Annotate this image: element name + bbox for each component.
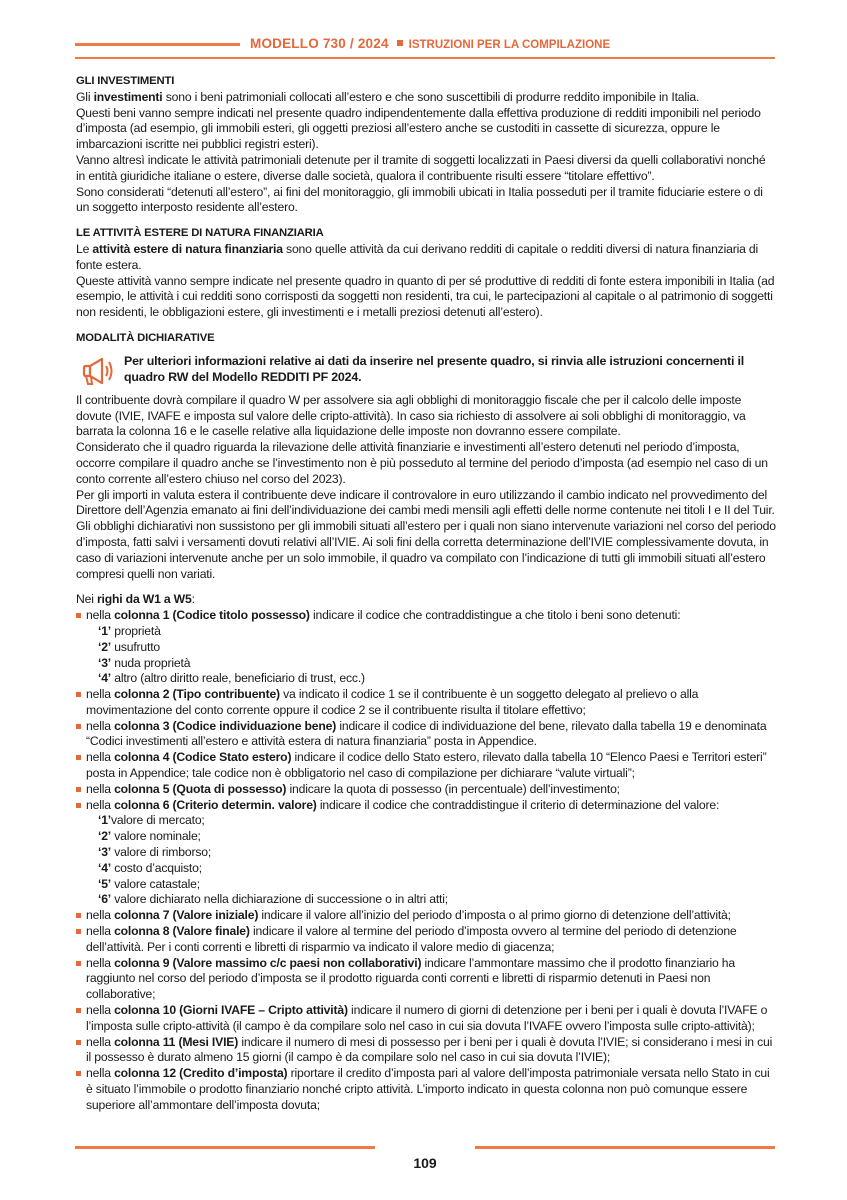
column-name: colonna 10 (Giorni IVAFE – Cripto attività) (114, 1003, 348, 1018)
code-label: valore catastale; (111, 876, 200, 891)
paragraph: Gli obblighi dichiarativi non sussistono per gli immobili situati all’estero per i quali non siano intervenute variazioni nel corso del periodo d’imposta, fatti salvi i versamenti dovuti relativi all’IVIE. Ai soli fini della corretta determinazione dell’IVIE complessivamente dovuta, in caso di variazioni intervenute anche per un solo immobile, il quadro va compilato con l’indicazione di tutti gli immobili situati all’estero compresi quelli non variati. (76, 519, 776, 581)
paragraph: Questi beni vanno sempre indicati nel presente quadro indipendentemente dalla effettiva produzione di redditi imponibili nel periodo d’imposta (ad esempio, gli immobili esteri, gli oggetti preziosi all’estero anche se custoditi in cassette di sicurezza, oppure le imbarcazioni iscritte nei pubblici registri esteri). (76, 105, 761, 152)
code-label: nuda proprietà (111, 655, 191, 670)
column-instruction-item (76, 1003, 776, 1035)
code-label: valore dichiarato nella dichiarazione di successione o in altri atti; (111, 892, 448, 907)
code-item (98, 829, 776, 845)
header-rule-bottom (75, 57, 775, 59)
column-instruction-item (76, 719, 776, 751)
paragraph: Queste attività vanno sempre indicate nel presente quadro in quanto di per sé produttive di redditi di fonte estera imponibili in Italia (ad esempio, le attività i cui redditi sono corrisposti da soggetti non residenti, tra cui, le partecipazioni al capitale o al patrimonio di soggetti non residenti, le obbligazioni estere, gli investimenti e i metalli preziosi detenuti all’estero). (76, 273, 775, 320)
column-instruction-item (76, 1066, 776, 1113)
column-name: colonna 11 (Mesi IVIE) (114, 1034, 239, 1049)
column-name: colonna 6 (Criterio determin. valore) (114, 797, 317, 812)
text: nella (86, 750, 115, 765)
text: Le (76, 241, 93, 256)
code-list (86, 813, 776, 908)
column-instruction-item (76, 1035, 776, 1067)
paragraph: Il contribuente dovrà compilare il quadro W per assolvere sia agli obblighi di monitoraggio fiscale che per il calcolo delle imposte dovute (IVIE, IVAFE e imposta sul valore delle cripto-attività). In caso sia richiesto di assolvere ai soli obblighi di monitoraggio, va barrata la colonna 16 e le caselle relative alla liquidazione delle imposte non dovranno essere compilate. (76, 392, 746, 439)
column-instruction-item (76, 687, 776, 719)
code-value: ‘1’ (98, 623, 112, 638)
column-name: colonna 2 (Tipo contribuente) (114, 687, 280, 702)
section-modalita-dichiarative (76, 331, 776, 582)
text: nella (86, 924, 115, 939)
code-item (98, 656, 776, 672)
text: Nei (76, 592, 97, 607)
code-label: valore di rimborso; (111, 845, 212, 860)
column-instruction-item (76, 608, 776, 687)
bold-term: attività estere di natura finanziaria (92, 241, 283, 256)
info-callout (76, 353, 776, 387)
code-value: ‘1’ (98, 813, 112, 828)
section-investimenti (76, 74, 776, 216)
megaphone-icon (76, 355, 116, 387)
text: va indicato il codice 1 se il contribuente è un soggetto delegato al prelievo o alla movimentazione del conto corrente oppure il codice 2 se il contribuente risulta il titolare effettivo; (86, 687, 699, 717)
text: nella (86, 608, 115, 623)
page-number: 109 (413, 1155, 437, 1171)
text: nella (86, 687, 115, 702)
text: indicare il valore al termine del periodo d’imposta ovvero al termine del periodo di detenzione dell’attività. Per i conti correnti e libretti di risparmio va indicato il valore medio di giacenza; (86, 924, 737, 954)
code-label: proprietà (111, 623, 161, 638)
section-righi (76, 592, 776, 1113)
text: indicare il numero di mesi di possesso per i beni per i quali è dovuta l’IVIE; si considerano i mesi in cui il possesso è durato almeno 15 giorni (il campo è da compilare solo nel caso in cui sia dovuta l’IVIE); (86, 1034, 773, 1065)
paragraph: Per gli importi in valuta estera il contribuente deve indicare il controvalore in euro utilizzando il cambio indicato nel provvedimento del Direttore dell’Agenzia emanato ai fini dell’individuazione dei cambi medi mensili agli effetti delle norme contenute nei titoli I e II del Tuir. (76, 487, 775, 518)
section-attivita-finanziarie (76, 226, 776, 321)
footer-rule-right (475, 1146, 775, 1149)
page-content (76, 74, 776, 1114)
bold-term: righi da W1 a W5 (96, 592, 192, 607)
text: nella (86, 955, 115, 970)
text: sono i beni patrimoniali collocati all’estero e che sono suscettibili di produrre reddito imponibile in Italia. (162, 89, 700, 104)
text: nella (86, 797, 115, 812)
text: indicare il codice che contraddistingue a che titolo i beni sono detenuti: (309, 608, 681, 623)
bold-term: investimenti (93, 89, 163, 104)
column-name: colonna 3 (Codice individuazione bene) (114, 718, 337, 733)
section-heading: GLI INVESTIMENTI (76, 75, 175, 87)
code-value: ‘2’ (98, 829, 112, 844)
text: indicare la quota di possesso (in percentuale) dell’investimento; (286, 781, 620, 796)
text: indicare il numero di giorni di detenzione per i beni per i quali è dovuta l’IVAFE o l’imposta sulle cripto-attività (il campo è da compilare solo nel caso in cui sia dovuta l’IVAFE ovvero l’imposta sulle cripto-attività); (86, 1003, 768, 1033)
text: indicare il valore all’inizio del periodo d’imposta o al primo giorno di detenzione dell’attività; (258, 908, 731, 923)
code-value: ‘3’ (98, 845, 112, 860)
code-item (98, 624, 776, 640)
column-instruction-item (76, 956, 776, 1003)
text: nella (86, 718, 115, 733)
code-item (98, 813, 776, 829)
column-name: colonna 12 (Credito d’imposta) (114, 1066, 288, 1081)
section-heading: MODALITÀ DICHIARATIVE (76, 331, 215, 344)
text: nella (86, 1034, 115, 1049)
column-instruction-item (76, 924, 776, 956)
code-label: valore di mercato; (111, 813, 205, 828)
code-label: usufrutto (111, 639, 161, 654)
header-separator (397, 40, 403, 46)
column-name: colonna 7 (Valore iniziale) (114, 908, 259, 923)
code-label: costo d’acquisto; (111, 860, 202, 875)
text: sono quelle attività da cui derivano redditi di capitale o redditi diversi di natura finanziaria di fonte estera. (76, 241, 759, 272)
text: riportare il credito d’imposta pari al valore dell’imposta patrimoniale versata nello Stato in cui è situato l’immobile o prodotto finanziario nonché cripto attività. L’importo indicato in questa colonna non può comunque essere superiore all’ammontare dell’imposta dovuta; (86, 1066, 770, 1112)
code-item (98, 877, 776, 893)
code-label: valore nominale; (111, 829, 201, 844)
text: nella (86, 908, 115, 923)
text: nella (86, 781, 115, 796)
code-list (86, 624, 776, 687)
code-value: ‘4’ (98, 860, 112, 875)
code-value: ‘4’ (98, 671, 112, 686)
code-item (98, 845, 776, 861)
column-name: colonna 9 (Valore massimo c/c paesi non collaborativi) (114, 955, 422, 970)
text: indicare il codice dello Stato estero, rilevato dalla tabella 10 “Elenco Paesi e Territori esteri” posta in Appendice; tale codice non è obbligatorio nel caso di compilazione per dichiarare “valute virtuali”; (86, 750, 767, 781)
column-name: colonna 1 (Codice titolo possesso) (114, 608, 310, 623)
column-name: colonna 8 (Valore finale) (114, 924, 250, 939)
code-label: altro (altro diritto reale, beneficiario di trust, ecc.) (111, 671, 365, 686)
code-item (98, 671, 776, 687)
code-value: ‘5’ (98, 876, 112, 891)
code-item (98, 892, 776, 908)
code-item (98, 640, 776, 656)
callout-text: Per ulteriori informazioni relative ai dati da inserire nel presente quadro, si rinvia alle istruzioni concernenti il quadro RW del Modello REDDITI PF 2024. (124, 353, 744, 384)
column-name: colonna 5 (Quota di possesso) (114, 781, 287, 796)
header-subtitle: ISTRUZIONI PER LA COMPILAZIONE (408, 39, 611, 51)
paragraph: Considerato che il quadro riguarda la rilevazione delle attività finanziarie e investimenti all’estero detenuti nel periodo d’imposta, occorre compilare il quadro anche se l’investimento non è più posseduto al termine del periodo d’imposta (ad esempio nel caso di un conto corrente all’estero chiuso nel corso del 2023). (76, 440, 768, 486)
code-value: ‘6’ (98, 892, 112, 907)
header-rule-left (75, 43, 240, 46)
code-value: ‘3’ (98, 655, 112, 670)
righi-intro (76, 592, 776, 608)
footer-rule-left (75, 1146, 375, 1149)
column-instructions-list (76, 608, 776, 1114)
text: nella (86, 1066, 115, 1081)
header-title: MODELLO 730 / 2024 (250, 36, 389, 51)
column-instruction-item (76, 798, 776, 909)
paragraph (76, 242, 776, 274)
column-name: colonna 4 (Codice Stato estero) (114, 750, 292, 765)
code-value: ‘2’ (98, 639, 112, 654)
text: : (191, 592, 195, 607)
column-instruction-item (76, 782, 776, 798)
paragraph (76, 90, 776, 106)
paragraph: Vanno altresì indicate le attività patrimoniali detenute per il tramite di soggetti localizzati in Paesi diversi da quelli collaborativi nonché in entità giuridiche italiane o estere, diverse dalle società, qualora il contribuente risulti essere “titolare effettivo”. (76, 152, 766, 183)
section-heading: LE ATTIVITÀ ESTERE DI NATURA FINANZIARIA (76, 227, 324, 240)
text: nella (86, 1003, 115, 1018)
column-instruction-item (76, 750, 776, 782)
text: Gli (76, 89, 94, 104)
text: indicare il codice che contraddistingue il criterio di determinazione del valore: (316, 797, 720, 812)
text: indicare il codice di individuazione del bene, rilevato dalla tabella 19 e denominata “Codici investimenti all’estero e attività estera di natura finanziaria” posta in Appendice. (86, 718, 767, 749)
running-header (250, 35, 770, 53)
paragraph: Sono considerati “detenuti all’estero”, ai fini del monitoraggio, gli immobili ubicati in Italia posseduti per il tramite fiduciarie estere o di un soggetto interposto residente all’estero. (76, 184, 763, 215)
column-instruction-item (76, 908, 776, 924)
text: indicare l’ammontare massimo che il prodotto finanziario ha raggiunto nel corso del periodo d’imposta se il prodotto riguarda conti correnti e libretti di risparmio detenuti in Paesi non collaborative; (86, 955, 736, 1002)
code-item (98, 861, 776, 877)
